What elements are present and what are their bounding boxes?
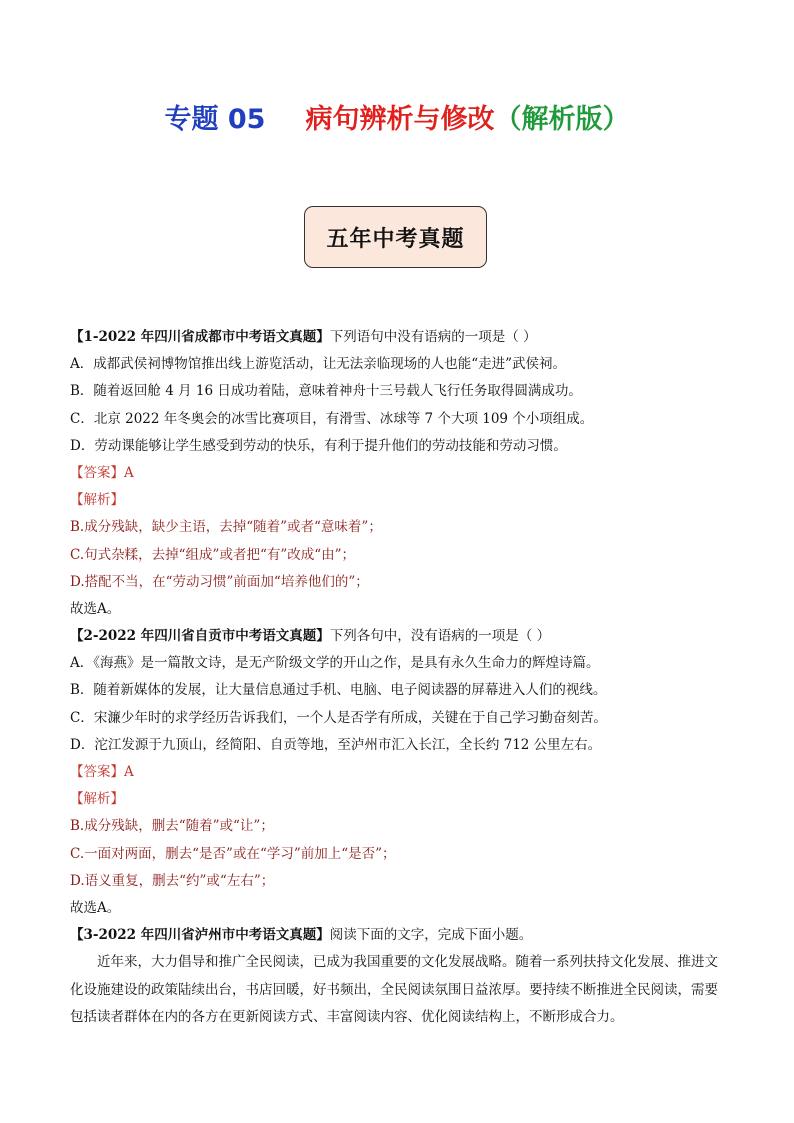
conclusion: 故选A。 <box>70 600 121 617</box>
analysis-item: C.句式杂糅，去掉“组成”或者把“有”改成“由”； <box>70 546 356 563</box>
analysis-label: 【解析】 <box>70 492 124 509</box>
question-stem: 阅读下面的文字，完成下面小题。 <box>329 927 533 944</box>
answer-label: 【答案】A <box>70 464 134 481</box>
document-body <box>70 324 730 1031</box>
analysis-item: D.搭配不当，在“劳动习惯”前面加“培养他们的”； <box>70 573 369 590</box>
question-stem: 下列各句中，没有语病的一项是（ ） <box>329 628 551 645</box>
option-c: C．北京 2022 年冬奥会的冰雪比赛项目，有滑雪、冰球等 7 个大项 109 个小项组成。 <box>70 410 594 427</box>
topic-number: 专题 05 <box>164 104 266 135</box>
question-source: 【2-2022 年四川省自贡市中考语文真题】 <box>70 628 330 645</box>
analysis-item: C.一面对两面，删去“是否”或在“学习”前加上“是否”； <box>70 845 396 862</box>
reading-passage: 近年来，大力倡导和推广全民阅读，已成为我国重要的文化发展战略。随着一系列扶持文化发展、推进文化设施建设的政策陆续出台，书店回暖，好书频出，全民阅读氛围日益浓厚。要持续不断推进全民阅读，需要包括读者群体在内的各方在更新阅读方式、丰富阅读内容、优化阅读结构上，不断形成合力。 <box>70 954 718 1025</box>
question-2-header <box>70 623 730 650</box>
option-c: C．宋濂少年时的求学经历告诉我们，一个人是否学有所成，关键在于自己学习勤奋刻苦。 <box>70 709 607 726</box>
option-b: B．随着返回舱 4 月 16 日成功着陆，意味着神舟十三号载人飞行任务取得圆满成功。 <box>70 383 582 400</box>
section-title-box <box>304 206 487 268</box>
option-a: A．《海燕》是一篇散文诗，是无产阶级文学的开山之作，是具有永久生命力的辉煌诗篇。 <box>70 655 600 672</box>
option-b: B．随着新媒体的发展，让大量信息通过手机、电脑、电子阅读器的屏幕进入人们的视线。 <box>70 682 607 699</box>
question-3-header <box>70 922 730 949</box>
analysis-item: D.语义重复，删去“约”或“左右”； <box>70 872 275 889</box>
option-d: D．沱江发源于九顶山，经简阳、自贡等地，至泸州市汇入长江，全长约 712 公里左右。 <box>70 736 602 753</box>
question-1-header <box>70 324 730 351</box>
version-label: （解析版） <box>494 104 630 135</box>
section-title: 五年中考真题 <box>326 225 465 252</box>
topic-name: 病句辨析与修改 <box>305 104 495 135</box>
question-stem: 下列语句中没有语病的一项是（ ） <box>329 329 537 345</box>
analysis-label: 【解析】 <box>70 791 124 808</box>
option-a: A．成都武侯祠博物馆推出线上游览活动，让无法亲临现场的人也能“走进”武侯祠。 <box>70 356 567 373</box>
analysis-item: B.成分残缺，缺少主语，去掉“随着”或者“意味着”； <box>70 519 382 536</box>
option-d: D．劳动课能够让学生感受到劳动的快乐，有利于提升他们的劳动技能和劳动习惯。 <box>70 437 567 454</box>
answer-label: 【答案】A <box>70 764 134 780</box>
question-source: 【1-2022 年四川省成都市中考语文真题】 <box>70 329 330 345</box>
question-source: 【3-2022 年四川省泸州市中考语文真题】 <box>70 927 330 944</box>
analysis-item: B.成分残缺，删去“随着”或“让”； <box>70 818 274 835</box>
conclusion: 故选A。 <box>70 899 121 916</box>
document-title <box>0 100 794 140</box>
